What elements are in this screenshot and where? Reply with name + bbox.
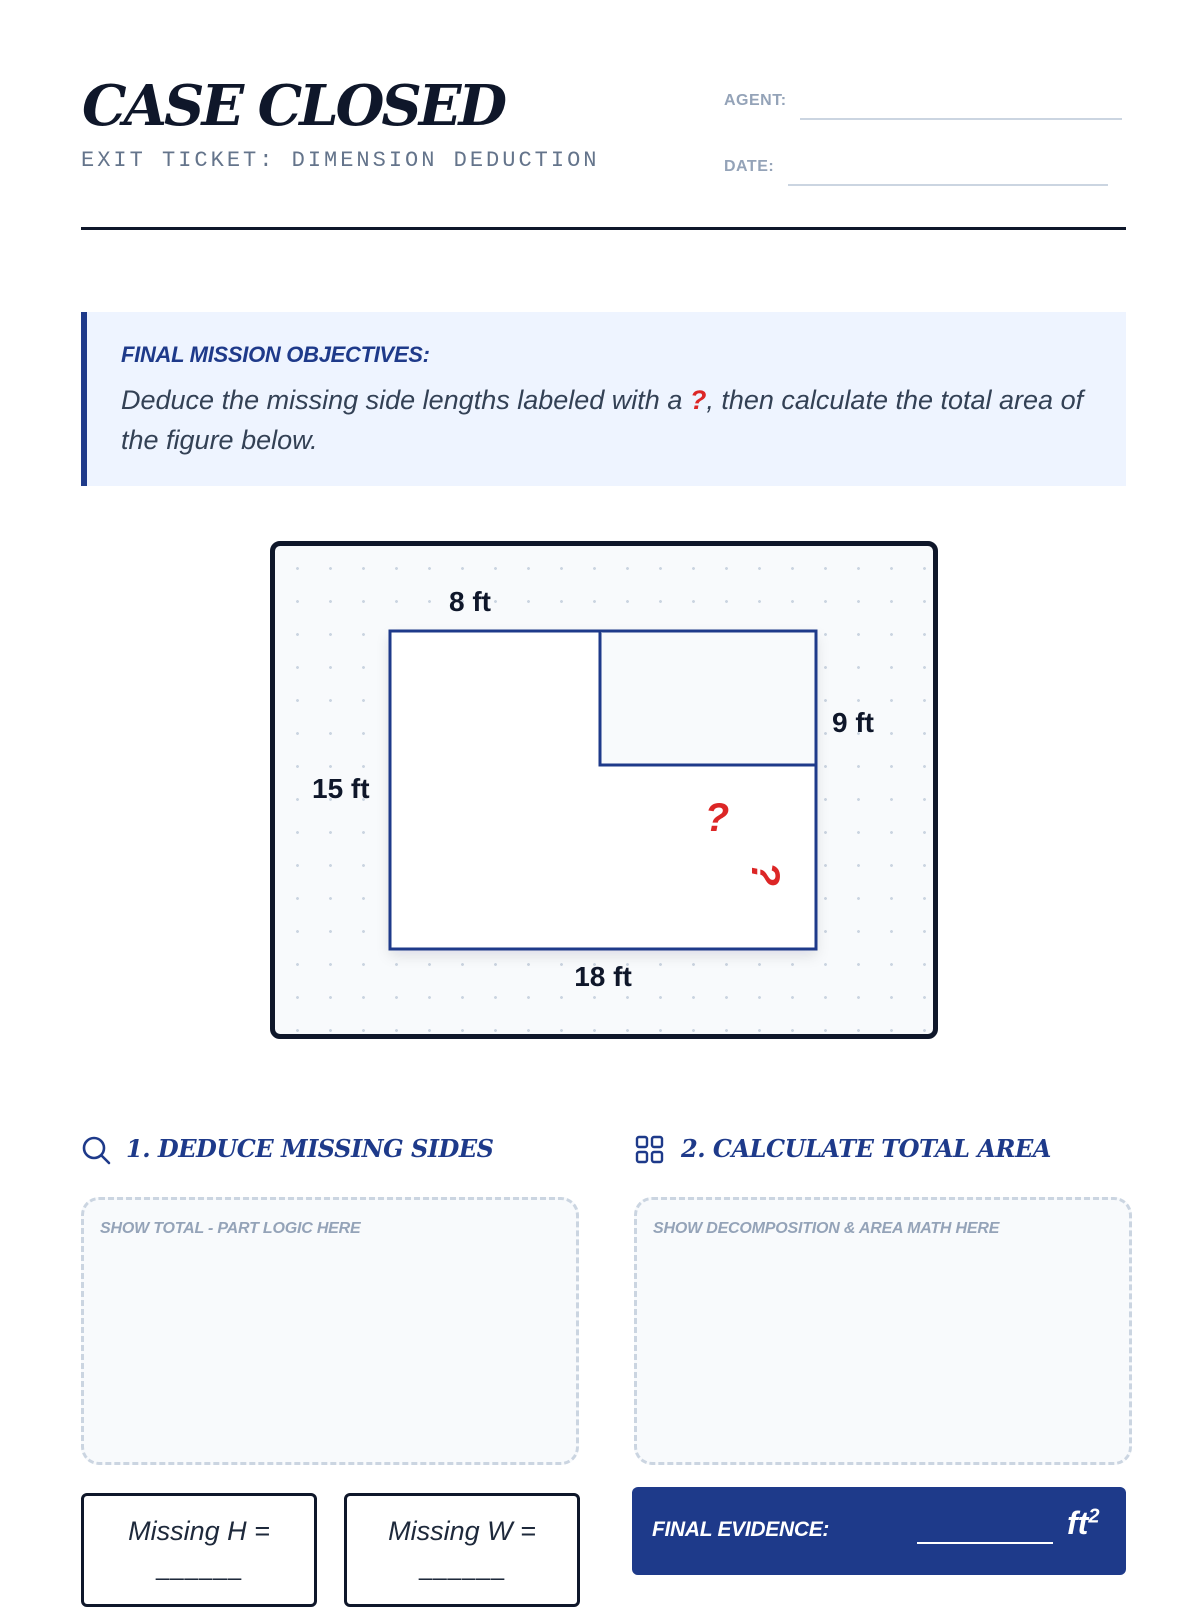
area-heading: 2. CALCULATE TOTAL AREA — [681, 1134, 1051, 1163]
deduce-hint: SHOW TOTAL - PART LOGIC HERE — [100, 1220, 361, 1237]
area-work-area[interactable] — [634, 1197, 1132, 1465]
objectives-text-start: Deduce the missing side lengths labeled with a — [121, 385, 690, 415]
missing-h-answer-box[interactable] — [81, 1493, 317, 1607]
missing-h-label: Missing H = — [128, 1516, 270, 1546]
page-title: CASE CLOSED — [82, 73, 505, 139]
label-right: 9 ft — [832, 707, 874, 738]
missing-vertical-marker: ? — [704, 796, 730, 840]
objectives-panel — [81, 312, 1126, 486]
objectives-heading: FINAL MISSION OBJECTIVES: — [121, 342, 430, 367]
label-left: 15 ft — [312, 773, 370, 804]
final-unit-text: ft — [1067, 1505, 1089, 1541]
final-evidence-bar[interactable] — [632, 1487, 1126, 1575]
deduce-work-area[interactable] — [81, 1197, 579, 1465]
header-divider — [81, 227, 1126, 230]
date-label: DATE: — [724, 158, 775, 175]
question-marker: ? — [689, 385, 707, 415]
final-evidence-blank[interactable] — [917, 1542, 1053, 1544]
figure-diagram — [270, 541, 938, 1039]
final-evidence-label: FINAL EVIDENCE: — [652, 1518, 830, 1541]
missing-h-blank: ______ — [155, 1554, 243, 1581]
area-hint: SHOW DECOMPOSITION & AREA MATH HERE — [653, 1220, 1000, 1237]
deduce-heading: 1. DEDUCE MISSING SIDES — [126, 1134, 494, 1163]
grid-icon — [634, 1134, 666, 1166]
final-unit — [1067, 1505, 1099, 1542]
objectives-text-end: , then calculate the total area of the figure below. — [121, 385, 1084, 455]
agent-field[interactable] — [800, 118, 1122, 120]
label-bottom: 18 ft — [574, 961, 632, 992]
date-field[interactable] — [788, 184, 1108, 186]
missing-w-blank: ______ — [418, 1554, 506, 1581]
missing-w-label: Missing W = — [388, 1516, 536, 1546]
label-top: 8 ft — [449, 586, 491, 617]
search-icon — [80, 1134, 112, 1166]
objectives-text — [121, 380, 1111, 460]
missing-w-answer-box[interactable] — [344, 1493, 580, 1607]
page-subtitle: EXIT TICKET: DIMENSION DEDUCTION — [81, 148, 600, 173]
agent-label: AGENT: — [724, 92, 787, 109]
final-unit-exponent: 2 — [1088, 1505, 1100, 1528]
missing-horizontal-marker: ? — [743, 861, 787, 887]
notch-fill — [602, 633, 815, 764]
